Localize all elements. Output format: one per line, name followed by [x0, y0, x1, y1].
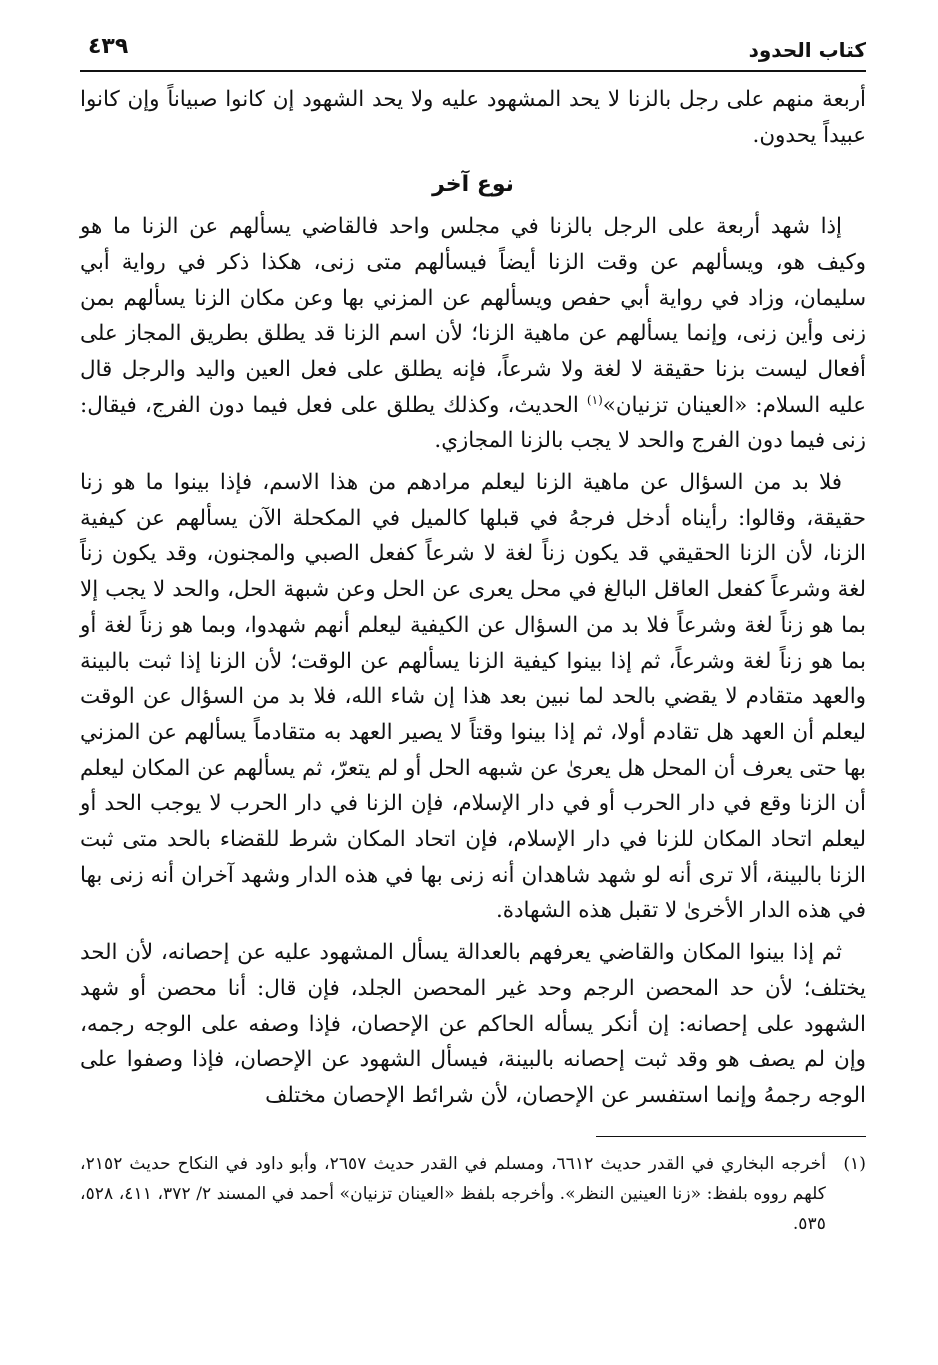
footnote: [80, 1149, 866, 1239]
footnote-reference[interactable]: (١): [586, 392, 603, 407]
paragraph: أربعة منهم على رجل بالزنا لا يحد المشهود عليه ولا يحد الشهود إن كانوا صبياناً وإن كانوا عبيداً يحدون.: [80, 87, 866, 148]
running-header: [80, 28, 866, 74]
footnotes: [80, 1149, 866, 1239]
paragraph: ثم إذا بينوا المكان والقاضي يعرفهم بالعدالة يسأل المشهود عليه عن إحصانه، لأن الحد يختلف؛ لأن حد المحصن الرجم وحد غير المحصن الجلد، فإن قال: أنا محصن أو شهد الشهود على إحصانه: إن أنكر يسأله الحاكم عن الإحصان، فإذا وصفه على الوجه رجمه، وإن لم يصف هو وقد ثبت إحصانه بالبينة، فيسأل الشهود عن الإحصان، فإذا وصفوا على الوجه رجمهُ وإنما استفسر عن الإحصان، لأن شرائط الإحصان مختلف: [80, 940, 866, 1108]
footnote-number: (١): [843, 1153, 866, 1174]
book-page: [80, 28, 866, 1338]
section-title: نوع آخر: [432, 172, 514, 198]
paragraph-text: إذا شهد أربعة على الرجل بالزنا في مجلس واحد فالقاضي يسألهم عن الزنا ما هو وكيف هو، ويسألهم عن وقت الزنا أيضاً فيسألهم متى زنى، هكذا ذكر في رواية أبي سليمان، وزاد في رواية أبي حفص ويسألهم عن المزني بها وعن مكان الزنا يسألهم بمن زنى وأين زنى، وإنما يسألهم عن ماهية الزنا؛ لأن اسم الزنا قد يطلق بطريق المجاز على أفعال ليست بزنا حقيقة لا لغة ولا شرعاً، فإنه يطلق على فعل العين واليد والرجل قال عليه السلام: «العينان تزنيان»: [80, 214, 867, 418]
footnote-separator: [596, 1136, 866, 1137]
paragraph-text: الحديث، وكذلك يطلق على فعل فيما دون الفرج، فيقال: زنى فيما دون الفرج والحد لا يجب بالزنا المجازي.: [80, 392, 866, 454]
page-number: ٤٣٩: [88, 34, 129, 59]
paragraph: فلا بد من السؤال عن ماهية الزنا ليعلم مرادهم من هذا الاسم، فإذا بينوا ما هو زنا حقيقة، وقالوا: رأيناه أدخل فرجهُ في قبلها كالميل في المكحلة الآن يسألهم عن كيفية الزنا، لأن الزنا الحقيقي قد يكون زناً لغة لا شرعاً كفعل الصبي والمجنون، وقد يكون زناً لغة وشرعاً كفعل العاقل البالغ في محل يعرى عن الحل وعن شبهة الحل، والحد لا يجب إلا بما هو زناً لغة وشرعاً فلا بد من السؤال عن الكيفية ليعلم أنهم شهدوا، وبما هو زناً لغة أو بما هو زناً لغة وشرعاً، ثم إذا بينوا كيفية الزنا يسألهم عن الوقت؛ لأن الزنا إذا ثبت بالبينة والعهد متقادم لا يقضي بالحد لما نبين بعد هذا إن شاء الله، فلا بد من السؤال عن الوقت ليعلم أن العهد هل تقادم أولا، ثم إذا بينوا وقتاً لا يصير العهد به متقادماً يسألهم عن المزني بها حتى يعرف أن المحل هل يعرىٰ عن شبهه الحل أو لم يتعرّ، ثم يسألهم عن المكان ليعلم أن الزنا وقع في دار الحرب أو في دار الإسلام، فإن الزنا في دار الحرب لا يوجب الحد أو ليعلم اتحاد المكان للزنا في دار الإسلام، فإن اتحاد المكان شرط للقضاء بالحد متى ثبت الزنا بالبينة، ألا ترى أنه لو شهد شاهدان أنه زنى بها في هذه الدار وشهد آخران أنه زنى بها في هذه الدار الأخرىٰ لا تقبل هذه الشهادة.: [80, 470, 866, 924]
body-text: [80, 82, 866, 1114]
paragraph: [80, 209, 866, 459]
book-title: كتاب الحدود: [748, 38, 866, 62]
footnote-text: أخرجه البخاري في القدر حديث ٦٦١٢، ومسلم في القدر حديث ٢٦٥٧، وأبو داود في النكاح حديث ٢١٥٢، كلهم رووه بلفظ: «زنا العينين النظر». وأخرجه بلفظ «العينان تزنيان» أحمد في المسند ٢/ ٣٧٢، ٤١١، ٥٢٨، ٥٣٥.: [80, 1153, 826, 1234]
header-rule: [80, 70, 866, 72]
